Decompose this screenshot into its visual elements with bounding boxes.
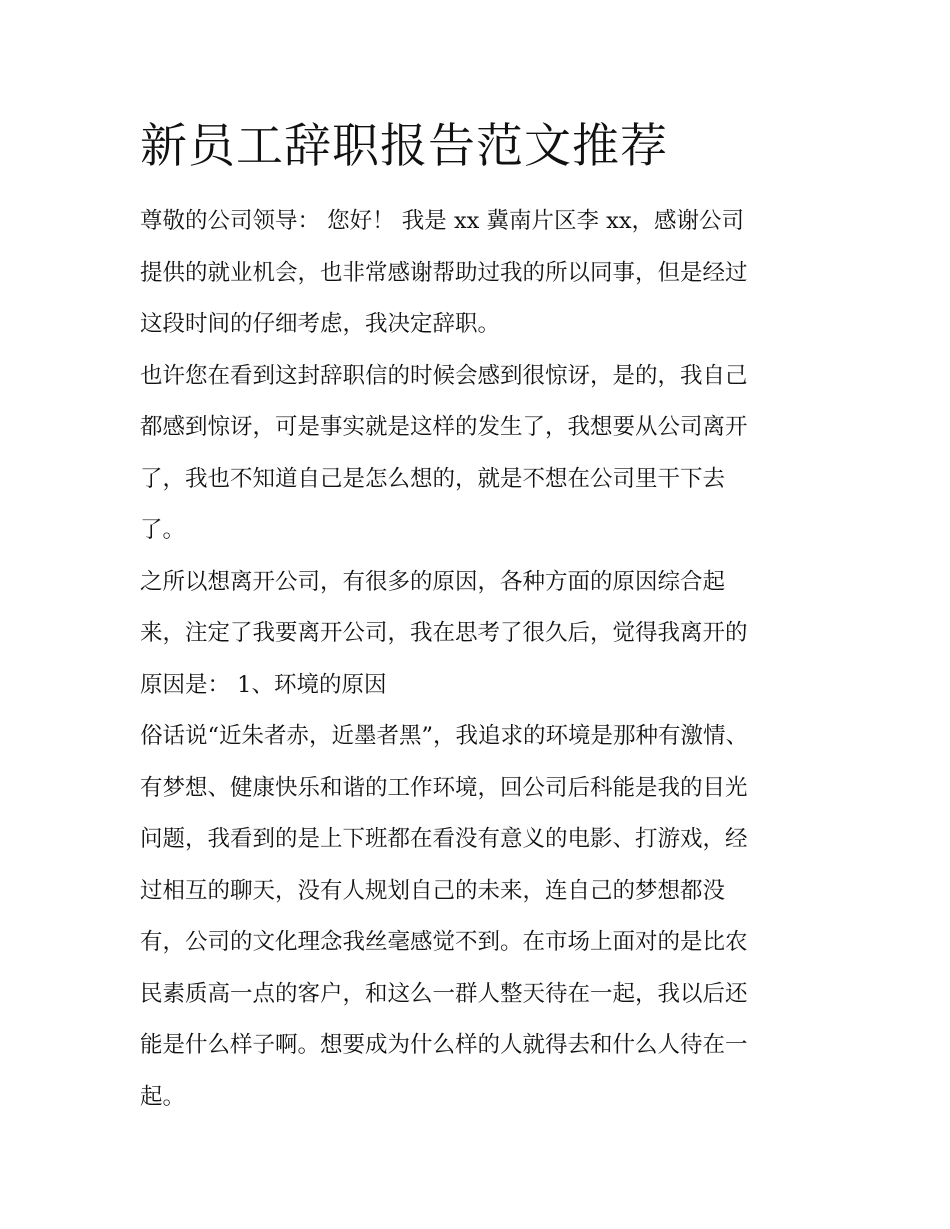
- text-line: 起。: [140, 1083, 186, 1110]
- text-line: 民素质高一点的客户，和这么一群人整天待在一起，我以后还: [140, 980, 748, 1007]
- text-line: 俗话说“近朱者赤，近墨者黑”，我追求的环境是那种有激情、: [140, 723, 749, 749]
- paragraph-surprise: [140, 351, 830, 557]
- text-line: 来，注定了我要离开公司，我在思考了很久后，觉得我离开的: [140, 620, 748, 646]
- text-line: 过相互的聊天，没有人规划自己的未来，连自己的梦想都没: [140, 877, 726, 904]
- text-line: 有梦想、健康快乐和谐的工作环境，回公司后科能是我的目光: [140, 774, 748, 801]
- text-line: 提供的就业机会，也非常感谢帮助过我的所以同事，但是经过: [140, 259, 748, 286]
- text-line: 有，公司的文化理念我丝毫感觉不到。在市场上面对的是比农: [140, 929, 748, 955]
- text-line: 也许您在看到这封辞职信的时候会感到很惊讶，是的，我自己: [140, 362, 748, 389]
- text-line: 原因是： 1、环境的原因: [140, 671, 387, 698]
- document-body: [140, 196, 830, 1123]
- paragraph-reasons: [140, 557, 830, 712]
- paragraph-environment: [140, 711, 830, 1123]
- text-line: 尊敬的公司领导： 您好！ 我是 xx 冀南片区李 xx，感谢公司: [140, 208, 745, 234]
- text-line: 都感到惊讶，可是事实就是这样的发生了，我想要从公司离开: [140, 414, 748, 440]
- text-line: 之所以想离开公司，有很多的原因，各种方面的原因综合起: [140, 568, 726, 595]
- text-line: 了，我也不知道自己是怎么想的，就是不想在公司里干下去: [140, 465, 726, 492]
- paragraph-greeting: [140, 196, 830, 351]
- text-line: 这段时间的仔细考虑，我决定辞职。: [140, 311, 501, 337]
- document-title: 新员工辞职报告范文推荐: [140, 119, 668, 174]
- text-line: 问题，我看到的是上下班都在看没有意义的电影、打游戏，经: [140, 826, 748, 852]
- text-line: 能是什么样子啊。想要成为什么样的人就得去和什么人待在一: [140, 1032, 748, 1058]
- text-line: 了。: [140, 517, 186, 543]
